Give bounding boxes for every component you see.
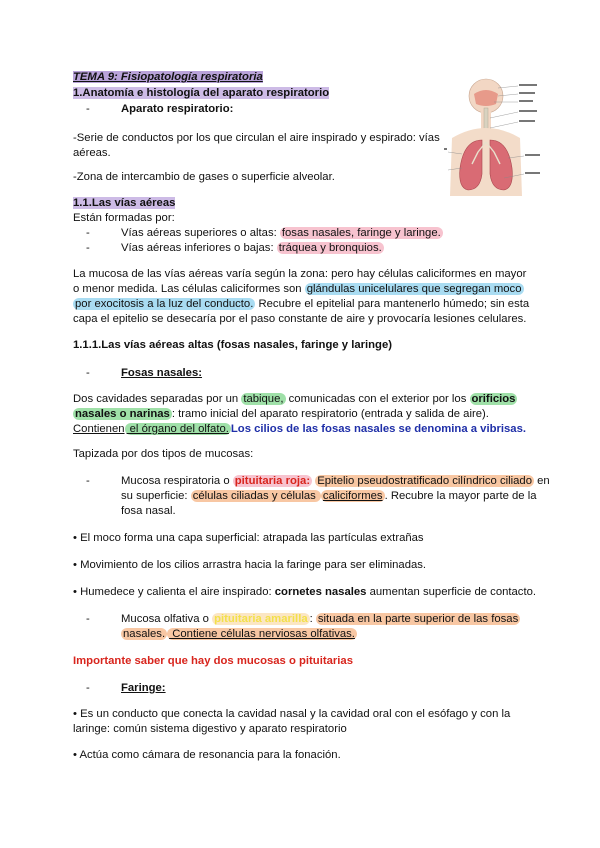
list-item-mucosa-respiratoria-1: - Mucosa respiratoria o pituitaria roja: Epitelio pseudostratificado cilíndrico ciliado en [86, 475, 550, 487]
bullet-fosas: - Fosas nasales: [86, 367, 203, 379]
paragraph-dos-cavidades-1: Dos cavidades separadas por un tabique, comunicadas con el exterior por los orificios [73, 393, 516, 405]
paragraph-dos-cavidades-2: nasales o narinas : tramo inicial del aparato respiratorio (entrada y salida de aire). [75, 408, 489, 420]
list-item-inferiores: - Vías aéreas inferiores o bajas: tráquea y bronquios. [86, 242, 382, 254]
list-item-mucosa-respiratoria-3: fosa nasal. [121, 505, 176, 517]
paragraph-mucosa-4: capa el epitelio se desecaría por el paso constante de aire y provocaría lesiones celulares. [73, 313, 527, 325]
dash-marker: - [86, 103, 90, 115]
paragraph-contienen: Contienen el órgano del olfato. Los cilios de las fosas nasales se denomina a vibrisas. [73, 423, 526, 435]
section-heading-vias: 1.1.Las vías aéreas [73, 197, 176, 209]
list-item-superiores: - Vías aéreas superiores o altas: fosas nasales, faringe y laringe. [86, 227, 441, 239]
section-heading-altas: 1.1.1.Las vías aéreas altas (fosas nasales, faringe y laringe) [73, 339, 392, 351]
important-note: Importante saber que hay dos mucosas o pituitarias [73, 655, 353, 667]
section-heading-anatomia: 1.Anatomía e histología del aparato respiratorio [73, 87, 330, 99]
bullet-faringe: - Faringe: [86, 682, 166, 694]
paragraph-movimiento: • Movimiento de los cilios arrastra hacia la faringe para ser eliminadas. [73, 559, 427, 571]
paragraph-serie-2: aéreas. [73, 147, 111, 159]
paragraph-humedece: • Humedece y calienta el aire inspirado: cornetes nasales aumentan superficie de contacto. [73, 586, 537, 598]
dash-marker: - [86, 475, 90, 487]
list-item-mucosa-olfativa-1: - Mucosa olfativa o pituitaria amarilla : situada en la parte superior de las fosas [86, 613, 519, 625]
list-item-mucosa-olfativa-2: nasales. Contiene células nerviosas olfativas. [123, 628, 355, 640]
dash-marker: - [86, 682, 90, 694]
paragraph-faringe-2: laringe: común sistema digestivo y aparato respiratorio [73, 723, 347, 735]
paragraph-serie-1: -Serie de conductos por los que circulan el aire inspirado y espirado: vías [73, 132, 440, 144]
dash-marker: - [86, 367, 90, 379]
doc-title: TEMA 9: Fisiopatología respiratoria [73, 71, 263, 83]
paragraph-zona: -Zona de intercambio de gases o superficie alveolar. [73, 171, 335, 183]
paragraph-mucosa-2: o menor medida. Las células caliciformes son glándulas unicelulares que segregan moco [73, 283, 522, 295]
paragraph-tapizada: Tapizada por dos tipos de mucosas: [73, 448, 254, 460]
respiratory-system-illustration [444, 78, 544, 196]
dash-marker: - [86, 227, 90, 239]
dash-marker: - [86, 242, 90, 254]
paragraph-faringe-1: • Es un conducto que conecta la cavidad nasal y la cavidad oral con el esófago y con la [73, 708, 511, 720]
list-item-mucosa-respiratoria-2: su superficie: células ciliadas y células caliciformes . Recubre la mayor parte de la [121, 490, 537, 502]
paragraph-formadas: Están formadas por: [73, 212, 175, 224]
bullet-aparato: - Aparato respiratorio: [86, 103, 234, 115]
paragraph-mucosa-1: La mucosa de las vías aéreas varía según la zona: pero hay células caliciformes en mayor [73, 268, 527, 280]
paragraph-moco: • El moco forma una capa superficial: atrapada las partículas extrañas [73, 532, 424, 544]
paragraph-mucosa-3: por exocitosis a la luz del conducto. Recubre el epitelial para mantenerlo húmedo; sin esta [75, 298, 530, 310]
paragraph-faringe-3: • Actúa como cámara de resonancia para la fonación. [73, 749, 341, 761]
dash-marker: - [86, 613, 90, 625]
